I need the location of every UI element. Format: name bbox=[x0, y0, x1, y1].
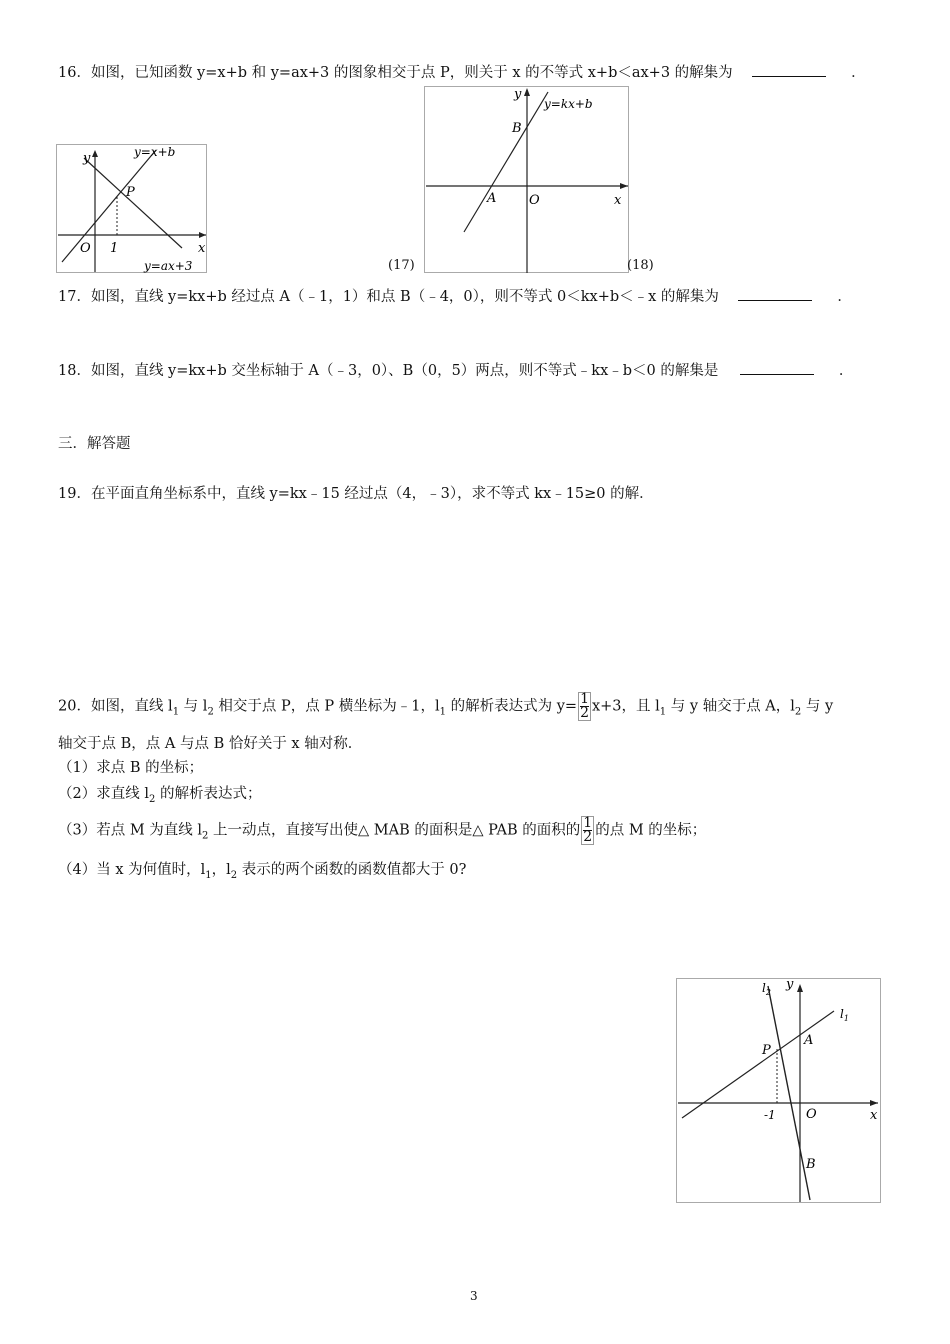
question-16-text: 16．如图，已知函数 y=x+b 和 y=ax+3 的图象相交于点 P，则关于 x 的不等式 x+b＜ax+3 的解集为 bbox=[58, 65, 733, 81]
q20-sub: 1 bbox=[439, 706, 446, 718]
label-1: 1 bbox=[110, 241, 119, 256]
q20-text-d: 的解析表达式为 y= bbox=[446, 698, 578, 715]
q20-sub: 1 bbox=[172, 706, 180, 718]
figure-17-graph bbox=[424, 86, 630, 274]
q20-sub: 1 bbox=[659, 706, 667, 718]
line-l2 bbox=[768, 986, 810, 1200]
label-y: y bbox=[786, 978, 794, 992]
y-axis-arrow bbox=[797, 984, 803, 992]
label-l2: $l_2$ bbox=[762, 981, 771, 997]
question-18 bbox=[58, 360, 853, 381]
q20-text-c: 相交于点 P，点 P 横坐标为﹣1，l bbox=[213, 698, 440, 715]
label-B: B bbox=[512, 121, 522, 136]
label-x: x bbox=[198, 241, 206, 256]
page-number: 3 bbox=[470, 1289, 478, 1303]
figure-20 bbox=[676, 978, 882, 1208]
q20-part4-text-c: 表示的两个函数的函数值都大于 0? bbox=[237, 862, 467, 878]
question-17-text: 17．如图，直线 y=kx+b 经过点 A（﹣1，1）和点 B（﹣4，0），则不等式 0＜kx+b＜﹣x 的解集为 bbox=[58, 289, 719, 305]
label-A: A bbox=[804, 1033, 814, 1048]
question-20-part1: （1）求点 B 的坐标； bbox=[58, 760, 204, 776]
label-y: y bbox=[514, 87, 522, 102]
y-axis-arrow bbox=[92, 150, 98, 157]
q20-text-g: 与 y bbox=[801, 698, 834, 715]
line-x-plus-b bbox=[62, 150, 156, 262]
x-axis-arrow bbox=[870, 1100, 878, 1106]
label-x: x bbox=[870, 1108, 878, 1123]
answer-blank-16[interactable] bbox=[752, 62, 826, 77]
label-P: P bbox=[762, 1043, 771, 1058]
question-16 bbox=[58, 62, 866, 83]
label-B: B bbox=[806, 1157, 816, 1172]
label-y-ax-plus-3: y=ax+3 bbox=[144, 259, 193, 273]
answer-blank-18[interactable] bbox=[740, 360, 814, 375]
q20-text-b: 与 l bbox=[179, 698, 208, 715]
label-y: y bbox=[83, 151, 91, 166]
q20-sub: 2 bbox=[794, 706, 802, 718]
q20-part2-text-a: （2）求直线 l bbox=[58, 786, 149, 802]
fraction-numerator: 1 bbox=[580, 691, 589, 707]
question-18-end: ． bbox=[838, 363, 854, 379]
label-P: P bbox=[126, 185, 135, 200]
label-y-kx-plus-b: y=kx+b bbox=[544, 97, 593, 111]
label-y-x-plus-b: y=x+b bbox=[134, 145, 176, 159]
section-title: 三．解答题 bbox=[58, 436, 131, 452]
question-19: 19．在平面直角坐标系中，直线 y=kx﹣15 经过点（4，﹣3），求不等式 kx﹣15≥0 的解． bbox=[58, 486, 654, 502]
question-17 bbox=[58, 286, 852, 307]
fraction-one-half bbox=[578, 692, 591, 721]
figure-16-graph bbox=[56, 144, 208, 274]
label-O: O bbox=[806, 1107, 817, 1122]
q20-part3-text-b: 上一动点，直接写出使△ MAB 的面积是△ PAB 的面积的 bbox=[208, 822, 581, 839]
question-16-end: ． bbox=[851, 65, 866, 81]
q20-sub: 2 bbox=[207, 706, 214, 718]
label-O: O bbox=[80, 241, 91, 256]
label-minus-1: -1 bbox=[764, 1108, 776, 1122]
question-20-part3 bbox=[58, 816, 706, 846]
question-18-text: 18．如图，直线 y=kx+b 交坐标轴于 A（﹣3，0）、B（0，5）两点，则不等式﹣kx﹣b＜0 的解集是 bbox=[58, 363, 719, 379]
fraction-one-half bbox=[581, 816, 594, 845]
question-17-end: ． bbox=[837, 289, 852, 305]
q20-sub: 1 bbox=[205, 869, 212, 881]
label-A: A bbox=[487, 191, 497, 206]
q20-text-f: 与 y 轴交于点 A，l bbox=[666, 698, 795, 715]
fraction-denominator: 2 bbox=[583, 829, 593, 845]
q20-part3-text-a: （3）若点 M 为直线 l bbox=[58, 822, 203, 839]
q20-sub: 2 bbox=[148, 793, 156, 805]
x-axis-arrow bbox=[199, 232, 206, 238]
line-l1 bbox=[682, 1011, 834, 1118]
label-l1: $l_1$ bbox=[840, 1007, 849, 1023]
question-20-line2: 轴交于点 B，点 A 与点 B 恰好关于 x 轴对称． bbox=[58, 736, 363, 752]
q20-part3-text-c: 的点 M 的坐标； bbox=[595, 822, 707, 839]
label-O: O bbox=[529, 193, 540, 208]
x-axis-arrow bbox=[620, 183, 628, 189]
q20-sub: 2 bbox=[202, 830, 209, 842]
figure-17-caption: (17) bbox=[388, 258, 415, 273]
question-20-line1 bbox=[58, 692, 833, 722]
answer-blank-17[interactable] bbox=[738, 286, 812, 301]
figure-16 bbox=[56, 144, 208, 278]
q20-part2-text-b: 的解析表达式； bbox=[155, 786, 262, 802]
q20-part4-text-b: ，l bbox=[211, 862, 231, 878]
figure-18-caption: (18) bbox=[627, 258, 654, 273]
line-kx-plus-b bbox=[464, 92, 548, 232]
question-20-part2 bbox=[58, 784, 261, 810]
fraction-numerator: 1 bbox=[583, 815, 593, 831]
figure-17 bbox=[424, 86, 630, 278]
fraction-denominator: 2 bbox=[580, 705, 589, 721]
figure-20-graph bbox=[676, 978, 882, 1204]
y-axis-arrow bbox=[524, 88, 530, 96]
q20-sub: 2 bbox=[230, 869, 238, 881]
q20-part4-text-a: （4）当 x 为何值时，l bbox=[58, 862, 206, 878]
label-x: x bbox=[614, 193, 622, 208]
q20-text-e: x+3，且 l bbox=[591, 698, 660, 715]
q20-text-a: 20．如图，直线 l bbox=[58, 698, 173, 715]
question-20-part4 bbox=[58, 860, 466, 886]
